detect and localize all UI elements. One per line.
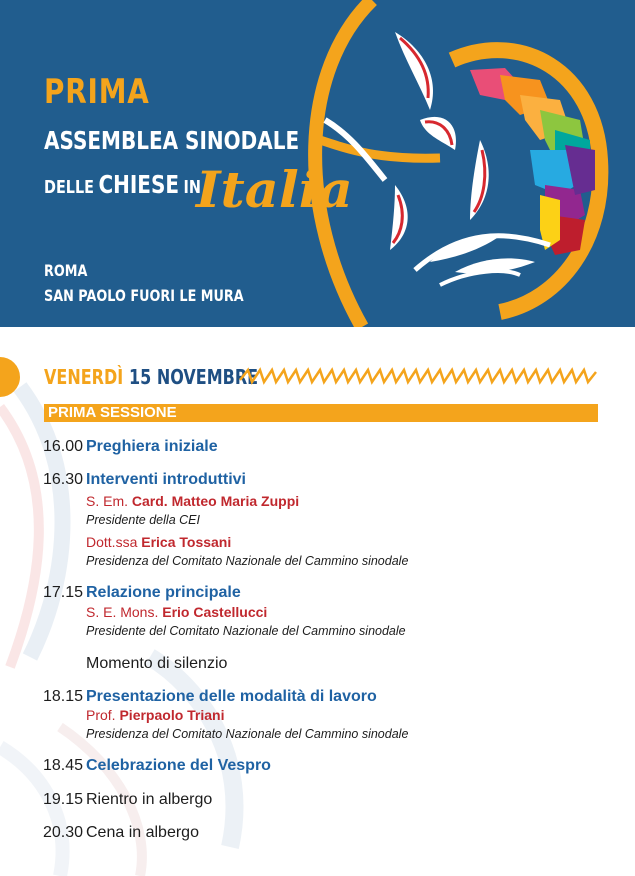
item-title: Cena in albergo xyxy=(86,824,199,841)
title-script-italia: Italia xyxy=(196,160,353,219)
speaker-role: Presidenza del Comitato Nazionale del Cammino sinodale xyxy=(86,727,409,741)
location-venue: SAN PAOLO FUORI LE MURA xyxy=(44,286,244,305)
title-word-in: IN xyxy=(183,177,201,198)
speaker-prefix: S. Em. xyxy=(86,493,129,509)
speaker-role: Presidenza del Comitato Nazionale del Cammino sinodale xyxy=(86,554,409,568)
header-banner xyxy=(0,0,635,327)
date-date: 15 NOVEMBRE xyxy=(129,365,259,389)
title-line-assemblea: ASSEMBLEA SINODALE xyxy=(44,126,300,155)
title-prima: PRIMA xyxy=(44,72,150,112)
title-word-chiese: CHIESE xyxy=(98,170,180,199)
item-title: Presentazione delle modalità di lavoro xyxy=(86,688,377,705)
item-title: Momento di silenzio xyxy=(86,655,228,672)
location-city: ROMA xyxy=(44,261,88,280)
item-time: 19.15 xyxy=(43,791,84,808)
item-title: Relazione principale xyxy=(86,584,241,601)
session-bar xyxy=(44,404,598,422)
speaker xyxy=(86,493,299,509)
speaker-prefix: Dott.ssa xyxy=(86,534,138,550)
item-time: 16.00 xyxy=(43,438,84,455)
decorative-scribble xyxy=(238,366,598,386)
speaker xyxy=(86,604,267,620)
item-title: Rientro in albergo xyxy=(86,791,213,808)
speaker-name: Card. Matteo Maria Zuppi xyxy=(131,493,300,509)
speaker-name: Pierpaolo Triani xyxy=(119,707,225,723)
speaker-name: Erio Castellucci xyxy=(162,604,268,620)
title-word-delle: DELLE xyxy=(44,177,94,198)
item-time: 20.30 xyxy=(43,824,84,841)
speaker-name: Erica Tossani xyxy=(141,534,232,550)
item-time: 18.15 xyxy=(43,688,84,705)
item-time: 16.30 xyxy=(43,471,84,488)
title-line-chiese xyxy=(44,170,201,199)
item-title: Preghiera iniziale xyxy=(86,438,218,455)
speaker-prefix: Prof. xyxy=(86,707,116,723)
session-title: PRIMA SESSIONE xyxy=(48,404,177,421)
speaker xyxy=(86,707,225,723)
speaker-role: Presidente della CEI xyxy=(86,513,200,527)
date-day: VENERDÌ xyxy=(44,365,124,389)
item-time: 17.15 xyxy=(43,584,84,601)
speaker-role: Presidente del Comitato Nazionale del Cammino sinodale xyxy=(86,624,406,638)
speaker xyxy=(86,534,231,550)
item-title: Interventi introduttivi xyxy=(86,471,246,488)
item-time: 18.45 xyxy=(43,757,84,774)
speaker-prefix: S. E. Mons. xyxy=(86,604,159,620)
item-title: Celebrazione del Vespro xyxy=(86,757,271,774)
